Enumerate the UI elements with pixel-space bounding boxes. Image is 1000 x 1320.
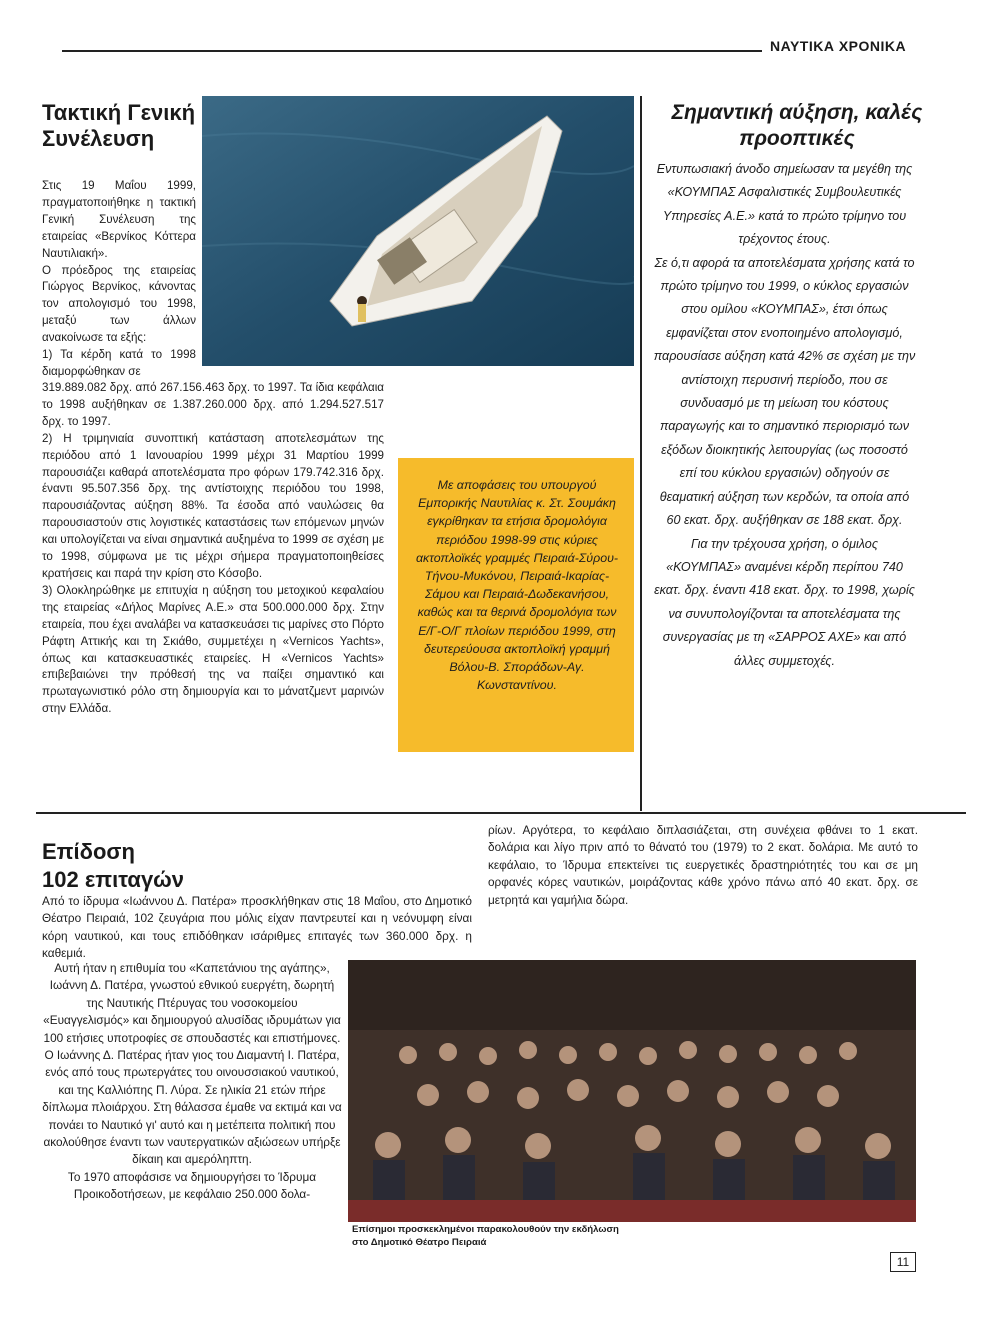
article1-narrow-column <box>42 178 196 381</box>
article3-paragraph: Αυτή ήταν η επιθυμία του «Καπετάνιου της αγάπης», Ιωάννη Δ. Πατέρα, γνωστού εθνικού ευεργέτη, δωρητή της Ναυτικής Πτέρυγας του νοσοκομείου «Ευαγγελισμός» και δημιουργού αλυσίδας ιδρυμάτων για 100 ετήσιες υποτροφίες σε σπουδαστές και επιστήμονες. <box>43 961 341 1045</box>
photo-caption-line1: Επίσημοι προσκεκλημένοι παρακολουθούν την εκδήλωση <box>352 1224 619 1235</box>
article3-headline-line2: 102 επιταγών <box>42 867 185 892</box>
article3-paragraph: Το 1970 αποφάσισε να δημιουργήσει το Ίδρυμα Προικοδοτήσεων, με κεφάλαιο 250.000 δολα- <box>67 1169 317 1202</box>
article1-paragraph: 319.889.082 δρχ. από 267.156.463 δρχ. το 1997. Τα ίδια κεφάλαια το 1998 αυξήθηκαν σε 1.387.260.000 δρχ. από 1.294.527.517 δρχ. το 1997. <box>42 381 384 428</box>
ferry-schedule-box <box>398 458 634 752</box>
magazine-title: ΝΑΥΤΙΚΑ ΧΡΟΝΙΚΑ <box>770 38 907 54</box>
article1-paragraph: 1) Τα κέρδη κατά το 1998 διαμορφώθηκαν σε <box>42 348 196 378</box>
article1-wide-column <box>42 380 384 718</box>
photo-caption-line2: στο Δημοτικό Θέατρο Πειραιά <box>352 1236 487 1248</box>
article2-column <box>652 158 917 673</box>
article3-narrow-column <box>42 960 342 1204</box>
article3-intro: Από το ίδρυμα «Ιωάννου Δ. Πατέρα» προσκλήθηκαν στις 18 Μαΐου, στο Δημοτικό Θέατρο Πειραιά, 102 ζευγάρια που μόλις είχαν παντρευτεί και η νεόνυμφη είναι κόρη ναυτικού, και τους επιδόθηκαν ισάριθμες επιταγές των 360.000 δρχ. η καθεμιά. <box>42 894 472 961</box>
section-divider <box>36 812 966 814</box>
article1-paragraph: Ο πρόεδρος της εταιρείας Γιώργος Βερνίκος, κάνοντας τον απολογισμό του 1998, μεταξύ των άλλων ανακοίνωσε τα εξής: <box>42 263 196 345</box>
theatre-audience-photo <box>348 960 916 1222</box>
photo-caption <box>352 1224 682 1249</box>
article2-paragraph: Για την τρέχουσα χρήση, ο όμιλος «ΚΟΥΜΠΑΣ» αναμένει κέρδη περίπου 740 εκατ. δρχ. έναντι 418 εκατ. δρχ. το 1998, χωρίς να συνυπολογίζονται τα αποτελέσματα της συνεργασίας με τη «ΣΑΡΡΟΣ ΑΧΕ» και από άλλες συμμετοχές. <box>654 536 915 668</box>
article1-paragraph: 2) Η τριμηνιαία συνοπτική κατάσταση αποτελεσμάτων της περιόδου από 1 Ιανουαρίου 1999 μέχρι 31 Μαρτίου 1999 παρουσιάζει καθαρά αποτελέσματα προ φόρων 179.742.316 δρχ. έναντι 95.507.356 δρχ. της αντίστοιχης περιόδου του 1998, παρουσιάζοντας αύξηση 88%. Τα έσοδα από ναυλώσεις θα παρουσιαστούν στις λογιστικές καταστάσεις των επόμενων μηνών και υπολογίζεται να είναι σημαντικά αυξημένα το 1999 σε σχέση με το 1998, σύμφωνα με τις μέχρι σήμερα πραγματοποιηθείσες κρατήσεις και παρά την κρίση στο Κόσοβο. <box>42 431 384 580</box>
article2-headline: Σημαντική αύξηση, καλές προοπτικές <box>671 101 923 150</box>
article1-headline: Τακτική Γενική Συνέλευση <box>42 100 196 151</box>
article2-paragraph: Εντυπωσιακή άνοδο σημείωσαν τα μεγέθη της «ΚΟΥΜΠΑΣ Ασφαλιστικές Συμβουλευτικές Υπηρεσίες Α.Ε.» κατά το πρώτο τρίμηνο του τρέχοντος έτους. <box>656 162 913 247</box>
article3-headline-line1: Επίδοση <box>42 839 135 864</box>
sailboat-illustration <box>202 96 634 366</box>
sailboat-photo <box>202 96 634 366</box>
article3-right-paragraph: ρίων. Αργότερα, το κεφάλαιο διπλασιάζεται, στη συνέχεια φθάνει το 1 εκατ. δολάρια και λίγο πριν από το θάνατό του (1979) το 2 εκατ. δολάρια. Με αυτό το κεφάλαιο, το Ίδρυμα επεκτείνει τις ευεργετικές δραστηριότητές του και σε μη ορφανές κόρες ναυτικών, μοιράζοντας κάθε χρόνο πάνω από 40 εκατ. δρχ. σε μετρητά και γαμήλια δώρα. <box>488 823 918 907</box>
article1-paragraph: 3) Ολοκληρώθηκε με επιτυχία η αύξηση του μετοχικού κεφαλαίου της εταιρείας «Δήλος Μαρίνες Α.Ε.» στα 500.000.000 δρχ. Στην εταιρεία, που έχει αναλάβει να κατασκευάσει τις μαρίνες στο Πόρτο Ράφτη Αττικής και τη Σκιάθο, συμμετέχει η «Vernicos Yachts», όπως και κατασκευαστικές εταιρείες. Η «Vernicos Yachts» επιβεβαιώνει την πρόθεσή της να παίξει σημαντικό και πρωταγωνιστικό ρόλο στη δημιουργία και το μάνατζμεντ μαρινών στην Ελλάδα. <box>42 583 384 716</box>
article3-headline <box>42 838 342 894</box>
audience-illustration <box>348 960 916 1222</box>
article1-paragraph: Στις 19 Μαΐου 1999, πραγματοποιήθηκε η τακτική Γενική Συνέλευση της εταιρείας «Βερνίκος Κόττερα Ναυτιλιακή». <box>42 179 196 260</box>
article2-paragraph: Σε ό,τι αφορά τα αποτελέσματα χρήσης κατά το πρώτο τρίμηνο του 1999, ο κύκλος εργασιών στου ομίλου «ΚΟΥΜΠΑΣ», έτσι όπως εμφανίζεται στον ενοποιημένο απολογισμό, παρουσίασε αύξηση κατά 42% σε σχέση με την αντίστοιχη περυσινή περίοδο, που σε συνδυασμό με τη μείωση του κόστους παραγωγής και το σημαντικό περιορισμό των εξόδων διοικητικής λειτουργίας (ως ποσοστό επί του κύκλου εργασιών) οδηγούν σε θεαματική αύξηση των κερδών, τα οποία από 60 εκατ. δρχ. αυξήθηκαν σε 188 εκατ. δρχ. <box>653 255 916 528</box>
header-rule <box>62 50 762 52</box>
page-number: 11 <box>890 1252 916 1272</box>
column-divider <box>640 96 642 811</box>
ferry-schedule-text: Με αποφάσεις του υπουργού Εμπορικής Ναυτιλίας κ. Στ. Σουμάκη εγκρίθηκαν τα ετήσια δρομολόγια περιόδου 1998-99 στις κύριες ακτοπλοϊκές γραμμές Πειραιά-Σύρου-Τήνου-Μυκόνου, Πειραιά-Ικαρίας-Σάμου και Πειραιά-Δωδεκανήσου, καθώς και τα θερινά δρομολόγια των Ε/Γ-Ο/Γ πλοίων περιόδου 1999, στη δευτερεύουσα ακτοπλοϊκή γραμμή Βόλου-Β. Σποράδων-Αγ. Κωνσταντίνου. <box>415 478 619 693</box>
article3-paragraph: Ο Ιωάννης Δ. Πατέρας ήταν γιος του Διαμαντή Ι. Πατέρα, ενός από τους πρωτεργάτες του οινουσσιακού ναυτικού, και της Καλλιόπης Π. Λύρα. Σε ηλικία 21 ετών πήρε δίπλωμα πλοιάρχου. Στη θάλασσα έμαθε να εκτιμά και να πονάει το Ναυτικό γι' αυτό και η μετέπειτα πολιτική που ακολούθησε έναντι των ναυτεργατικών αξιώσεων υπήρξε δίκαιη και αμερόληπτη. <box>42 1048 342 1167</box>
